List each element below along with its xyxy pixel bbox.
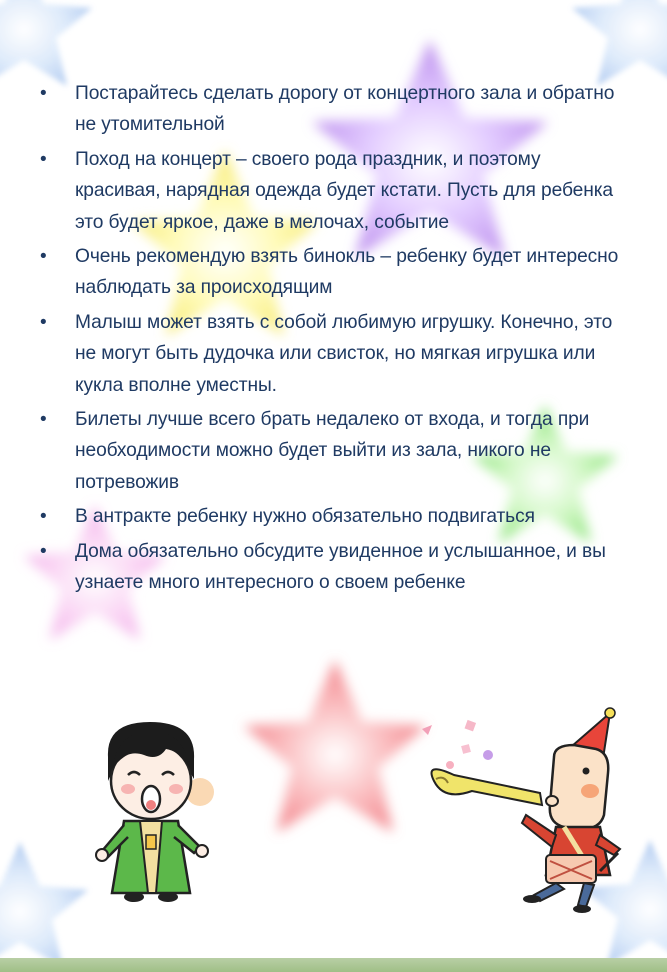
tips-list: [40, 78, 630, 602]
star-blue-bottom-left: [0, 842, 88, 968]
star-blue-top-right: [572, 0, 667, 86]
tip-item: [40, 404, 630, 498]
bullet: •: [40, 506, 47, 528]
tip-text: В антракте ребенку нужно обязательно подвигаться: [75, 506, 535, 528]
tip-item: [40, 144, 630, 238]
tip-item: [40, 78, 630, 141]
tip-item: [40, 307, 630, 401]
bullet: •: [40, 540, 47, 562]
bullet: •: [40, 311, 47, 333]
star-red: [244, 660, 426, 832]
tip-item: [40, 536, 630, 599]
bullet: •: [40, 83, 47, 104]
tip-text: Дома обязательно обсудите увиденное и услышанное, и вы узнаете много интересного о своем ребенке: [75, 540, 606, 594]
tip-text: Постарайтесь сделать дорогу от концертного зала и обратно не утомительной: [75, 83, 615, 136]
bullet: •: [40, 148, 47, 170]
star-blue-top-left: [0, 0, 92, 86]
singing-child-illustration: [88, 717, 218, 907]
bullet: •: [40, 409, 47, 431]
tip-text: Билеты лучше всего брать недалеко от входа, и тогда при необходимости можно будет выйти из зала, никого не потревожив: [75, 409, 590, 493]
tip-text: Поход на концерт – своего рода праздник, и поэтому красивая, нарядная одежда будет кстати. Пусть для ребенка это будет яркое, даже в мелочах, событие: [75, 148, 613, 233]
tip-text: Очень рекомендую взять бинокль – ребенку будет интересно наблюдать за происходящим: [75, 246, 619, 299]
bullet: •: [40, 246, 47, 268]
tip-text: Малыш может взять с собой любимую игрушку. Конечно, это не могут быть дудочка или свисток, но мягкая игрушка или кукла вполне уместны.: [75, 311, 613, 396]
tip-item: [40, 501, 630, 532]
tip-item: [40, 241, 630, 304]
grass-strip: [0, 958, 667, 972]
party-boy-with-horn-and-drum-illustration: [414, 705, 629, 915]
